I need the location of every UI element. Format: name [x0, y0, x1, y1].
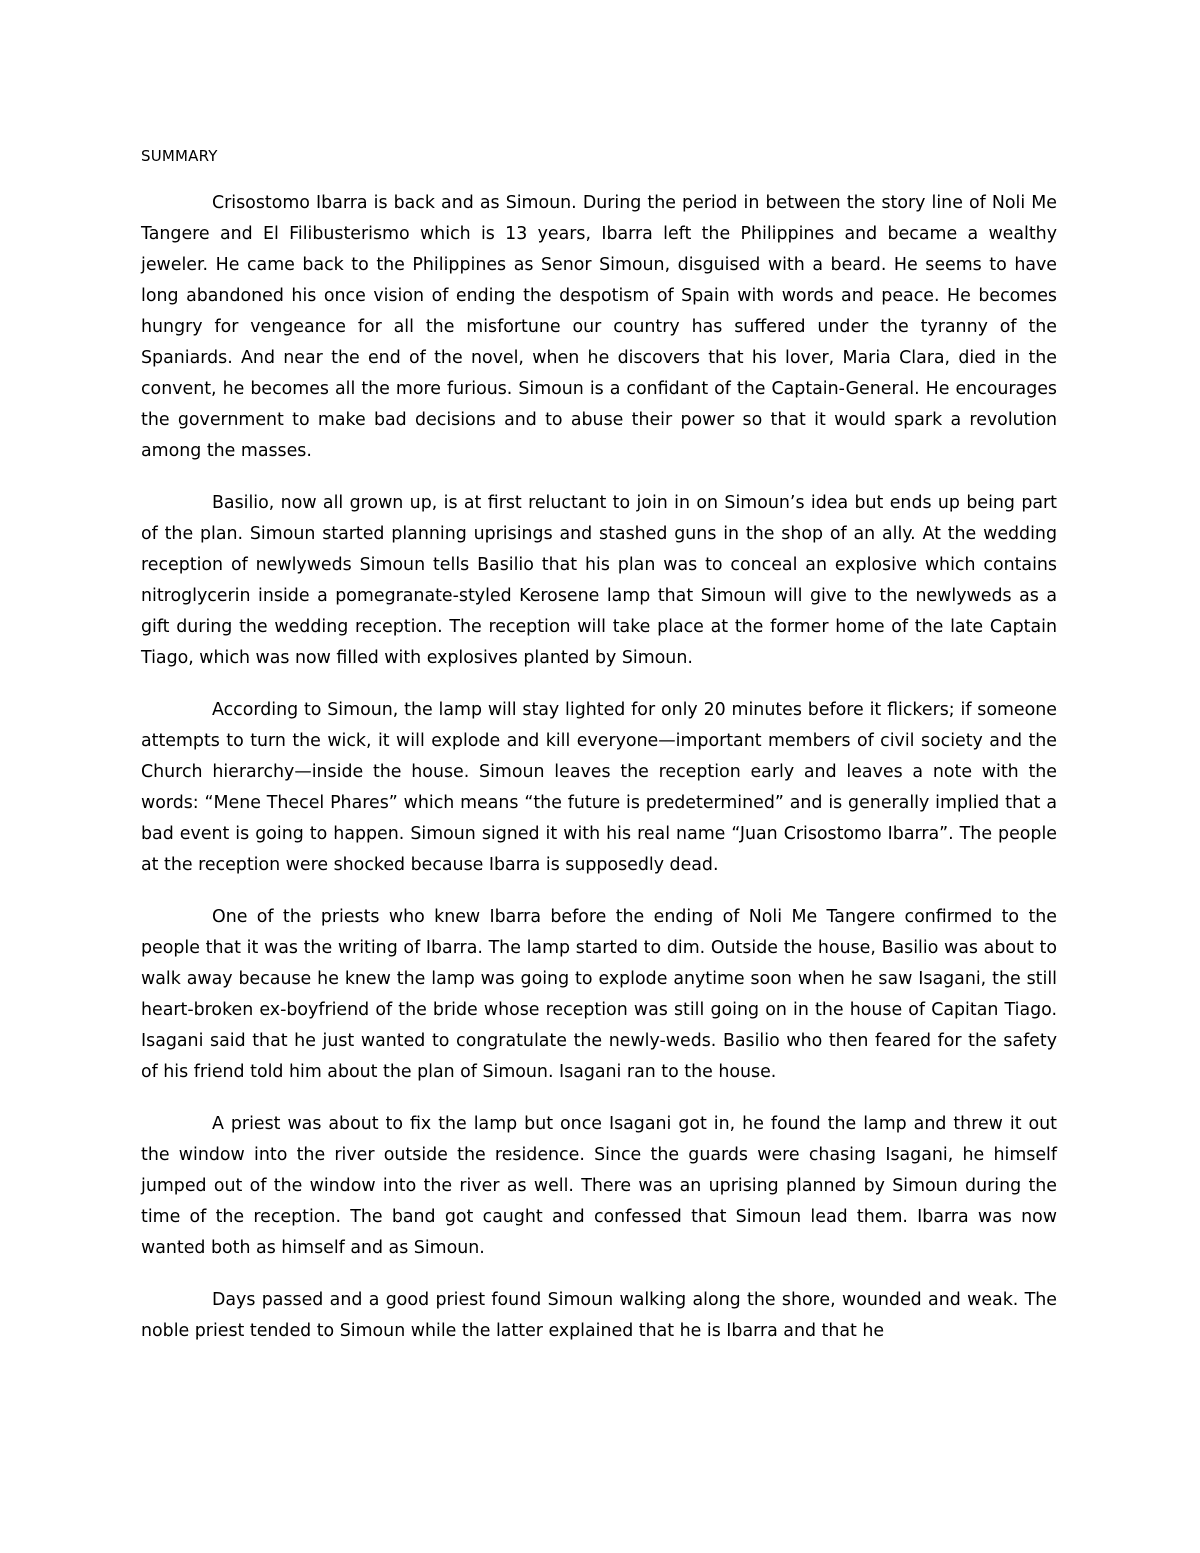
paragraph: One of the priests who knew Ibarra before the ending of Noli Me Tangere confirmed to the people that it was the writing of Ibarra. The lamp started to dim. Outside the house, Basilio was about to walk away because he knew the lamp was going to explode anytime soon when he saw Isagani, the still heart-broken ex-boyfriend of the bride whose reception was still going on in the house of Capitan Tiago. Isagani said that he just wanted to congratulate the newly-weds. Basilio who then feared for the safety of his friend told him about the plan of Simoun. Isagani ran to the house. [141, 907, 1057, 1082]
paragraph: Basilio, now all grown up, is at first reluctant to join in on Simoun’s idea but ends up being part of the plan. Simoun started planning uprisings and stashed guns in the shop of an ally. At the wedding reception of newlyweds Simoun tells Basilio that his plan was to conceal an explosive which contains nitroglycerin inside a pomegranate-styled Kerosene lamp that Simoun will give to the newlyweds as a gift during the wedding reception. The reception will take place at the former home of the late Captain Tiago, which was now filled with explosives planted by Simoun. [141, 493, 1057, 668]
summary-body [141, 188, 1057, 1368]
page-heading: SUMMARY [141, 147, 218, 165]
paragraph: Crisostomo Ibarra is back and as Simoun. During the period in between the story line of Noli Me Tangere and El Filibusterismo which is 13 years, Ibarra left the Philippines and became a wealthy jeweler. He came back to the Philippines as Senor Simoun, disguised with a beard. He seems to have long abandoned his once vision of ending the despotism of Spain with words and peace. He becomes hungry for vengeance for all the misfortune our country has suffered under the tyranny of the Spaniards. And near the end of the novel, when he discovers that his lover, Maria Clara, died in the convent, he becomes all the more furious. Simoun is a confidant of the Captain-General. He encourages the government to make bad decisions and to abuse their power so that it would spark a revolution among the masses. [141, 193, 1057, 461]
paragraph: A priest was about to fix the lamp but once Isagani got in, he found the lamp and threw it out the window into the river outside the residence. Since the guards were chasing Isagani, he himself jumped out of the window into the river as well. There was an uprising planned by Simoun during the time of the reception. The band got caught and confessed that Simoun lead them. Ibarra was now wanted both as himself and as Simoun. [141, 1114, 1057, 1258]
paragraph: Days passed and a good priest found Simoun walking along the shore, wounded and weak. The noble priest tended to Simoun while the latter explained that he is Ibarra and that he [141, 1290, 1057, 1341]
paragraph: According to Simoun, the lamp will stay lighted for only 20 minutes before it flickers; if someone attempts to turn the wick, it will explode and kill everyone—important members of civil society and the Church hierarchy—inside the house. Simoun leaves the reception early and leaves a note with the words: “Mene Thecel Phares” which means “the future is predetermined” and is generally implied that a bad event is going to happen. Simoun signed it with his real name “Juan Crisostomo Ibarra”. The people at the reception were shocked because Ibarra is supposedly dead. [141, 700, 1057, 875]
